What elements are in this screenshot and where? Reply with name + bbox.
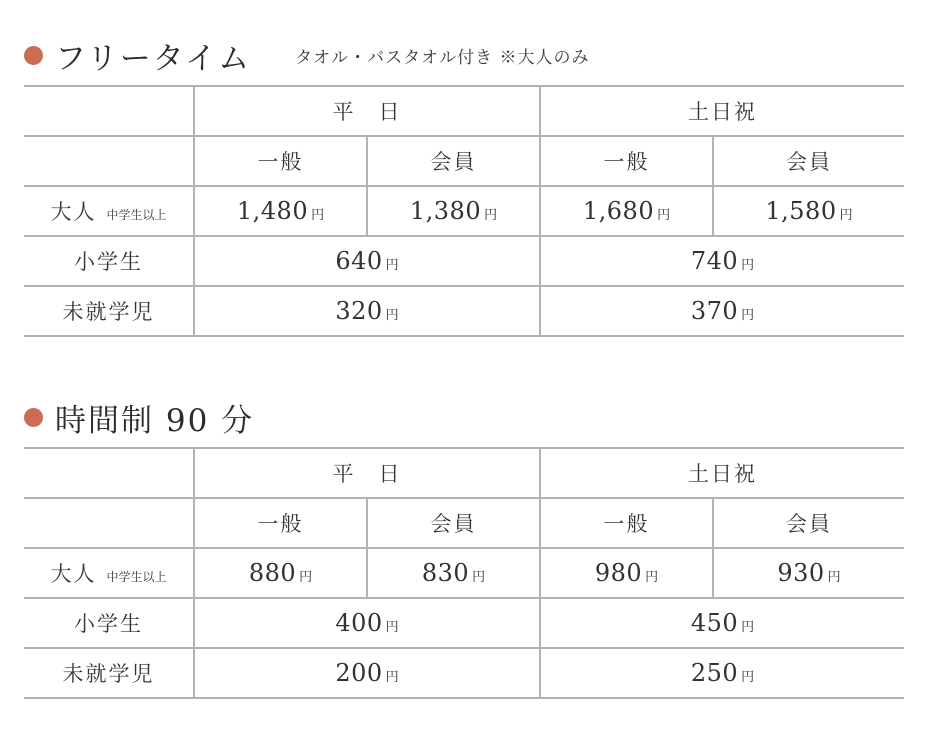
price-cell: 740 円 bbox=[540, 236, 904, 286]
row-label-elementary: 小学生 bbox=[24, 236, 194, 286]
price-cell: 1,680 円 bbox=[540, 186, 713, 236]
member-header: 会員 bbox=[367, 498, 540, 548]
section-title: 時間制 90 分 bbox=[55, 403, 255, 439]
free-time-heading bbox=[24, 33, 590, 78]
price-cell: 1,580 円 bbox=[713, 186, 904, 236]
row-label-preschool: 未就学児 bbox=[24, 286, 194, 336]
price-cell: 640 円 bbox=[194, 236, 540, 286]
bullet-dot-icon bbox=[24, 46, 43, 65]
general-header: 一般 bbox=[194, 498, 367, 548]
price-cell: 1,380 円 bbox=[367, 186, 540, 236]
weekday-header: 平 日 bbox=[194, 86, 540, 136]
holiday-header: 土日祝 bbox=[540, 86, 904, 136]
timed-price-table bbox=[24, 447, 904, 699]
row-label-adult: 大人 中学生以上 bbox=[24, 548, 194, 598]
price-cell: 200 円 bbox=[194, 648, 540, 698]
table-row bbox=[24, 136, 904, 186]
price-cell: 880 円 bbox=[194, 548, 367, 598]
price-cell: 830 円 bbox=[367, 548, 540, 598]
table-row bbox=[24, 648, 904, 698]
price-cell: 980 円 bbox=[540, 548, 713, 598]
table-row bbox=[24, 186, 904, 236]
general-header: 一般 bbox=[540, 136, 713, 186]
table-row bbox=[24, 236, 904, 286]
member-header: 会員 bbox=[713, 136, 904, 186]
row-label-adult: 大人 中学生以上 bbox=[24, 186, 194, 236]
price-cell: 450 円 bbox=[540, 598, 904, 648]
adult-sub-label: 中学生以上 bbox=[106, 570, 167, 584]
price-cell: 400 円 bbox=[194, 598, 540, 648]
general-header: 一般 bbox=[540, 498, 713, 548]
table-row bbox=[24, 598, 904, 648]
empty-cell bbox=[24, 136, 194, 186]
empty-cell bbox=[24, 86, 194, 136]
table-row bbox=[24, 548, 904, 598]
member-header: 会員 bbox=[367, 136, 540, 186]
table-row bbox=[24, 86, 904, 136]
table-row bbox=[24, 448, 904, 498]
section-note: タオル・バスタオル付き ※大人のみ bbox=[295, 48, 590, 68]
free-time-price-table bbox=[24, 85, 904, 337]
price-cell: 1,480 円 bbox=[194, 186, 367, 236]
price-cell: 370 円 bbox=[540, 286, 904, 336]
section-title: フリータイム bbox=[55, 41, 252, 77]
weekday-header: 平 日 bbox=[194, 448, 540, 498]
price-cell: 250 円 bbox=[540, 648, 904, 698]
general-header: 一般 bbox=[194, 136, 367, 186]
table-row bbox=[24, 498, 904, 548]
table-row bbox=[24, 286, 904, 336]
price-cell: 930 円 bbox=[713, 548, 904, 598]
price-cell: 320 円 bbox=[194, 286, 540, 336]
empty-cell bbox=[24, 448, 194, 498]
row-label-elementary: 小学生 bbox=[24, 598, 194, 648]
adult-sub-label: 中学生以上 bbox=[106, 208, 167, 222]
bullet-dot-icon bbox=[24, 408, 43, 427]
holiday-header: 土日祝 bbox=[540, 448, 904, 498]
empty-cell bbox=[24, 498, 194, 548]
timed-heading bbox=[24, 395, 254, 440]
member-header: 会員 bbox=[713, 498, 904, 548]
row-label-preschool: 未就学児 bbox=[24, 648, 194, 698]
